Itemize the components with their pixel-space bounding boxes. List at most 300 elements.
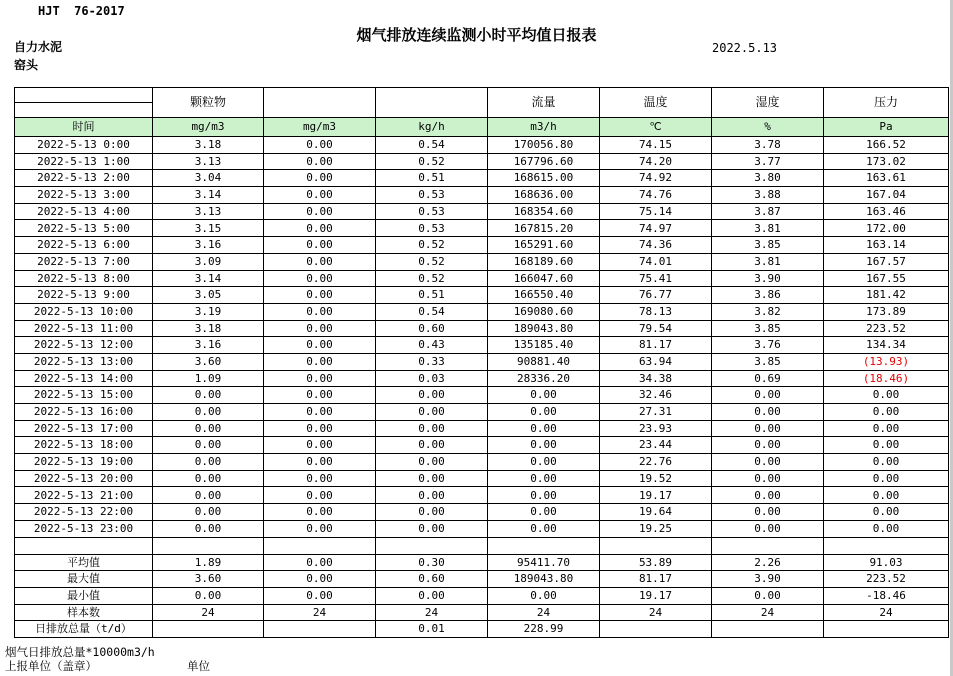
cell-time: 2022-5-13 10:00 xyxy=(15,303,153,320)
cell-value: 0.00 xyxy=(376,487,488,504)
company-name: 自力水泥 xyxy=(14,40,63,54)
table-row xyxy=(15,287,949,304)
cell-value: 168354.60 xyxy=(488,203,600,220)
cell-value: 166550.40 xyxy=(488,287,600,304)
cell-value xyxy=(600,621,712,638)
cell-value: 0.69 xyxy=(712,370,824,387)
cell-value: 168636.00 xyxy=(488,187,600,204)
cell-time: 2022-5-13 17:00 xyxy=(15,420,153,437)
table-row xyxy=(15,203,949,220)
table-row xyxy=(15,387,949,404)
cell-value: 0.00 xyxy=(264,504,376,521)
table-row xyxy=(15,237,949,254)
cell-value: 3.16 xyxy=(153,337,264,354)
cell-value: 3.04 xyxy=(153,170,264,187)
cell-value: 0.00 xyxy=(376,387,488,404)
cell-value: 173.02 xyxy=(824,153,949,170)
summary-row xyxy=(15,571,949,588)
cell-value: 0.52 xyxy=(376,153,488,170)
cell-value: 0.52 xyxy=(376,237,488,254)
cell-value: 81.17 xyxy=(600,337,712,354)
cell-value: 0.00 xyxy=(376,420,488,437)
table-row xyxy=(15,253,949,270)
cell-value: 0.52 xyxy=(376,253,488,270)
cell-value: 0.00 xyxy=(153,387,264,404)
cell-value: 165291.60 xyxy=(488,237,600,254)
cell-time: 2022-5-13 20:00 xyxy=(15,470,153,487)
cell-value: 0.00 xyxy=(264,554,376,571)
cell-value: 0.00 xyxy=(824,387,949,404)
cell-value: 0.00 xyxy=(712,487,824,504)
spacer-section xyxy=(15,537,949,554)
cell-value: 24 xyxy=(264,604,376,621)
table-row xyxy=(15,270,949,287)
cell-value: 74.76 xyxy=(600,187,712,204)
cell-value: 0.00 xyxy=(264,487,376,504)
cell-value: 0.00 xyxy=(488,404,600,421)
cell-value: 223.52 xyxy=(824,320,949,337)
summary-row xyxy=(15,587,949,604)
cell-value: 0.00 xyxy=(264,187,376,204)
cell-value: 0.00 xyxy=(488,504,600,521)
header-empty-cell xyxy=(15,88,153,103)
cell-value xyxy=(153,621,264,638)
cell-value: 0.00 xyxy=(376,504,488,521)
unit-cell: % xyxy=(712,118,824,137)
cell-value: 0.54 xyxy=(376,137,488,154)
cell-value: 0.00 xyxy=(824,404,949,421)
blank-row xyxy=(15,537,949,554)
cell-value: 0.00 xyxy=(264,303,376,320)
cell-value: 3.85 xyxy=(712,353,824,370)
cell-value: 0.00 xyxy=(153,587,264,604)
cell-value: 134.34 xyxy=(824,337,949,354)
cell-value: 0.00 xyxy=(264,287,376,304)
cell-value: 3.85 xyxy=(712,320,824,337)
cell-value: 3.05 xyxy=(153,287,264,304)
cell-value: 3.85 xyxy=(712,237,824,254)
cell-value: 167.57 xyxy=(824,253,949,270)
column-header-particulate: 颗粒物 xyxy=(153,88,264,118)
cell-value: 0.00 xyxy=(376,470,488,487)
cell-value: 0.00 xyxy=(712,587,824,604)
cell-value: 91.03 xyxy=(824,554,949,571)
cell-value: 0.00 xyxy=(264,153,376,170)
cell-value: 0.00 xyxy=(264,520,376,537)
cell-value: 0.53 xyxy=(376,220,488,237)
cell-value: 34.38 xyxy=(600,370,712,387)
cell-value: 19.25 xyxy=(600,520,712,537)
blank-cell xyxy=(15,537,153,554)
cell-value: -18.46 xyxy=(824,587,949,604)
cell-value: 173.89 xyxy=(824,303,949,320)
cell-value: 0.00 xyxy=(488,470,600,487)
table-row xyxy=(15,170,949,187)
table-row xyxy=(15,137,949,154)
cell-value: 0.00 xyxy=(264,353,376,370)
unit-cell: m3/h xyxy=(488,118,600,137)
cell-value: 0.00 xyxy=(376,454,488,471)
cell-value: 0.00 xyxy=(264,237,376,254)
cell-value: 3.15 xyxy=(153,220,264,237)
cell-value xyxy=(264,621,376,638)
cell-value: 3.77 xyxy=(712,153,824,170)
data-rows xyxy=(15,137,949,538)
cell-value: 169080.60 xyxy=(488,303,600,320)
cell-value: 19.17 xyxy=(600,587,712,604)
footer-report-unit: 上报单位（盖章） xyxy=(5,659,97,673)
cell-value: 1.89 xyxy=(153,554,264,571)
table-row xyxy=(15,153,949,170)
cell-value: 0.00 xyxy=(712,454,824,471)
cell-value: 163.14 xyxy=(824,237,949,254)
cell-time: 2022-5-13 11:00 xyxy=(15,320,153,337)
column-header-pressure: 压力 xyxy=(824,88,949,118)
footer-unit-label: 单位 xyxy=(187,659,210,673)
cell-value: 3.18 xyxy=(153,320,264,337)
summary-row xyxy=(15,604,949,621)
cell-value: 3.13 xyxy=(153,153,264,170)
cell-value: 181.42 xyxy=(824,287,949,304)
cell-time: 2022-5-13 18:00 xyxy=(15,437,153,454)
column-header-flow: 流量 xyxy=(488,88,600,118)
cell-time: 2022-5-13 19:00 xyxy=(15,454,153,471)
cell-value: 0.00 xyxy=(264,370,376,387)
cell-time: 2022-5-13 22:00 xyxy=(15,504,153,521)
cell-value: 0.00 xyxy=(153,404,264,421)
cell-value: 23.44 xyxy=(600,437,712,454)
summary-label: 样本数 xyxy=(15,604,153,621)
footer-note: 烟气日排放总量*10000m3/h xyxy=(5,645,155,659)
table-header-rows xyxy=(15,88,949,137)
cell-value: 0.00 xyxy=(376,520,488,537)
cell-value: (18.46) xyxy=(824,370,949,387)
cell-value: 0.00 xyxy=(264,337,376,354)
cell-value: 0.00 xyxy=(712,437,824,454)
page-title: 烟气排放连续监测小时平均值日报表 xyxy=(356,26,597,44)
cell-value: 3.82 xyxy=(712,303,824,320)
cell-value: 0.00 xyxy=(153,420,264,437)
cell-value: 3.80 xyxy=(712,170,824,187)
blank-cell xyxy=(153,537,264,554)
cell-value: 76.77 xyxy=(600,287,712,304)
table-row xyxy=(15,187,949,204)
unit-cell: kg/h xyxy=(376,118,488,137)
table-row xyxy=(15,337,949,354)
cell-value: 0.43 xyxy=(376,337,488,354)
cell-value: 167796.60 xyxy=(488,153,600,170)
cell-value: 81.17 xyxy=(600,571,712,588)
cell-value: 19.17 xyxy=(600,487,712,504)
unit-cell: mg/m3 xyxy=(264,118,376,137)
blank-cell xyxy=(376,537,488,554)
cell-value: 3.14 xyxy=(153,270,264,287)
cell-value: 0.54 xyxy=(376,303,488,320)
header-empty-cell xyxy=(15,103,153,118)
cell-value: 0.00 xyxy=(153,454,264,471)
unit-cell: ℃ xyxy=(600,118,712,137)
cell-value: 0.51 xyxy=(376,287,488,304)
cell-value: 0.00 xyxy=(712,520,824,537)
cell-value: 0.53 xyxy=(376,203,488,220)
cell-value: 27.31 xyxy=(600,404,712,421)
blank-cell xyxy=(488,537,600,554)
table-row xyxy=(15,520,949,537)
cell-value: 0.00 xyxy=(153,520,264,537)
table-row xyxy=(15,353,949,370)
cell-value: 163.46 xyxy=(824,203,949,220)
cell-value: 0.00 xyxy=(264,404,376,421)
cell-value: 166.52 xyxy=(824,137,949,154)
cell-value: 3.90 xyxy=(712,571,824,588)
cell-value: 3.90 xyxy=(712,270,824,287)
cell-value: 0.03 xyxy=(376,370,488,387)
cell-value: 3.86 xyxy=(712,287,824,304)
cell-time: 2022-5-13 15:00 xyxy=(15,387,153,404)
cell-time: 2022-5-13 2:00 xyxy=(15,170,153,187)
cell-value: 90881.40 xyxy=(488,353,600,370)
cell-value: 3.18 xyxy=(153,137,264,154)
blank-cell xyxy=(600,537,712,554)
cell-time: 2022-5-13 5:00 xyxy=(15,220,153,237)
cell-value: 75.14 xyxy=(600,203,712,220)
cell-value xyxy=(824,621,949,638)
cell-value: 0.00 xyxy=(264,203,376,220)
header-row-top xyxy=(15,88,949,103)
cell-value: 0.53 xyxy=(376,187,488,204)
cell-value: 74.36 xyxy=(600,237,712,254)
cell-value: 74.01 xyxy=(600,253,712,270)
cell-value: 0.00 xyxy=(824,454,949,471)
cell-value: 0.60 xyxy=(376,320,488,337)
cell-value: 74.97 xyxy=(600,220,712,237)
cell-value: 78.13 xyxy=(600,303,712,320)
cell-value: 0.00 xyxy=(264,454,376,471)
cell-value: 0.60 xyxy=(376,571,488,588)
table-row xyxy=(15,220,949,237)
cell-value: 3.60 xyxy=(153,353,264,370)
cell-value: 24 xyxy=(600,604,712,621)
summary-label: 日排放总量（t/d） xyxy=(15,621,153,638)
cell-value: 3.13 xyxy=(153,203,264,220)
cell-value: 53.89 xyxy=(600,554,712,571)
table-row xyxy=(15,437,949,454)
cell-time: 2022-5-13 6:00 xyxy=(15,237,153,254)
summary-row xyxy=(15,621,949,638)
cell-value xyxy=(712,621,824,638)
cell-value: 79.54 xyxy=(600,320,712,337)
cell-value: 167.04 xyxy=(824,187,949,204)
cell-value: 63.94 xyxy=(600,353,712,370)
cell-value: 3.87 xyxy=(712,203,824,220)
cell-value: 0.00 xyxy=(264,470,376,487)
cell-value: 3.14 xyxy=(153,187,264,204)
cell-value: (13.93) xyxy=(824,353,949,370)
cell-time: 2022-5-13 3:00 xyxy=(15,187,153,204)
cell-value: 0.00 xyxy=(153,470,264,487)
cell-value: 1.09 xyxy=(153,370,264,387)
summary-label: 最小值 xyxy=(15,587,153,604)
cell-value: 167815.20 xyxy=(488,220,600,237)
cell-time: 2022-5-13 12:00 xyxy=(15,337,153,354)
cell-value: 135185.40 xyxy=(488,337,600,354)
cell-value: 0.33 xyxy=(376,353,488,370)
cell-time: 2022-5-13 23:00 xyxy=(15,520,153,537)
cell-value: 24 xyxy=(712,604,824,621)
cell-time: 2022-5-13 16:00 xyxy=(15,404,153,421)
cell-value: 0.00 xyxy=(824,504,949,521)
cell-time: 2022-5-13 8:00 xyxy=(15,270,153,287)
cell-value: 0.00 xyxy=(488,520,600,537)
cell-time: 2022-5-13 21:00 xyxy=(15,487,153,504)
cell-value: 3.16 xyxy=(153,237,264,254)
cell-time: 2022-5-13 13:00 xyxy=(15,353,153,370)
cell-value: 0.00 xyxy=(712,387,824,404)
cell-time: 2022-5-13 14:00 xyxy=(15,370,153,387)
unit-cell: Pa xyxy=(824,118,949,137)
cell-value: 3.88 xyxy=(712,187,824,204)
cell-value: 74.20 xyxy=(600,153,712,170)
cell-value: 0.00 xyxy=(824,437,949,454)
cell-value: 32.46 xyxy=(600,387,712,404)
cell-value: 0.00 xyxy=(376,587,488,604)
cell-value: 3.81 xyxy=(712,253,824,270)
cell-value: 75.41 xyxy=(600,270,712,287)
cell-value: 0.00 xyxy=(712,504,824,521)
table-row xyxy=(15,320,949,337)
cell-value: 22.76 xyxy=(600,454,712,471)
cell-value: 3.60 xyxy=(153,571,264,588)
summary-rows xyxy=(15,554,949,637)
table-row xyxy=(15,454,949,471)
cell-value: 3.78 xyxy=(712,137,824,154)
cell-time: 2022-5-13 7:00 xyxy=(15,253,153,270)
cell-value: 0.00 xyxy=(264,587,376,604)
cell-time: 2022-5-13 0:00 xyxy=(15,137,153,154)
cell-value: 0.00 xyxy=(712,420,824,437)
cell-value: 0.00 xyxy=(488,454,600,471)
cell-value: 0.00 xyxy=(824,520,949,537)
cell-value: 0.00 xyxy=(153,504,264,521)
summary-row xyxy=(15,554,949,571)
cell-value: 3.19 xyxy=(153,303,264,320)
summary-label: 最大值 xyxy=(15,571,153,588)
cell-value: 0.00 xyxy=(488,437,600,454)
cell-value: 168189.60 xyxy=(488,253,600,270)
cell-value: 0.00 xyxy=(264,137,376,154)
table-row xyxy=(15,404,949,421)
cell-value: 24 xyxy=(376,604,488,621)
cell-value: 28336.20 xyxy=(488,370,600,387)
blank-cell xyxy=(824,537,949,554)
table-row xyxy=(15,370,949,387)
time-column-header: 时间 xyxy=(15,118,153,137)
cell-value: 74.92 xyxy=(600,170,712,187)
stack-name: 窑头 xyxy=(14,58,39,72)
column-header-temperature: 温度 xyxy=(600,88,712,118)
cell-value: 0.00 xyxy=(153,437,264,454)
cell-time: 2022-5-13 4:00 xyxy=(15,203,153,220)
cell-value: 74.15 xyxy=(600,137,712,154)
cell-value: 0.00 xyxy=(264,437,376,454)
cell-value: 0.00 xyxy=(824,487,949,504)
cell-value: 0.00 xyxy=(264,320,376,337)
cell-value: 95411.70 xyxy=(488,554,600,571)
cell-value: 0.00 xyxy=(264,170,376,187)
cell-value: 0.00 xyxy=(376,437,488,454)
cell-value: 223.52 xyxy=(824,571,949,588)
cell-value: 0.00 xyxy=(712,470,824,487)
cell-value: 170056.80 xyxy=(488,137,600,154)
cell-value: 24 xyxy=(824,604,949,621)
table-row xyxy=(15,487,949,504)
cell-value: 228.99 xyxy=(488,621,600,638)
cell-value: 163.61 xyxy=(824,170,949,187)
cell-value: 189043.80 xyxy=(488,320,600,337)
cell-value: 23.93 xyxy=(600,420,712,437)
cell-value: 0.01 xyxy=(376,621,488,638)
cell-value: 0.00 xyxy=(153,487,264,504)
cell-value: 24 xyxy=(488,604,600,621)
cell-value: 0.00 xyxy=(712,404,824,421)
cell-value: 0.51 xyxy=(376,170,488,187)
table-row xyxy=(15,504,949,521)
cell-value: 0.30 xyxy=(376,554,488,571)
report-date: 2022.5.13 xyxy=(712,41,778,55)
cell-value: 0.00 xyxy=(488,387,600,404)
cell-value: 0.00 xyxy=(264,387,376,404)
cell-value: 189043.80 xyxy=(488,571,600,588)
column-header-humidity: 湿度 xyxy=(712,88,824,118)
cell-time: 2022-5-13 9:00 xyxy=(15,287,153,304)
cell-value: 19.64 xyxy=(600,504,712,521)
cell-value: 2.26 xyxy=(712,554,824,571)
cell-value: 172.00 xyxy=(824,220,949,237)
cell-value: 166047.60 xyxy=(488,270,600,287)
cell-value: 24 xyxy=(153,604,264,621)
cell-value: 0.00 xyxy=(488,587,600,604)
blank-cell xyxy=(264,537,376,554)
cell-value: 3.09 xyxy=(153,253,264,270)
cell-value: 0.00 xyxy=(488,420,600,437)
cell-value: 168615.00 xyxy=(488,170,600,187)
blank-cell xyxy=(712,537,824,554)
units-row xyxy=(15,118,949,137)
table-row xyxy=(15,303,949,320)
cell-value: 0.00 xyxy=(264,220,376,237)
cell-value: 19.52 xyxy=(600,470,712,487)
monitoring-table xyxy=(14,87,949,638)
header-empty-cell xyxy=(264,88,376,118)
cell-value: 0.00 xyxy=(264,253,376,270)
header-empty-cell xyxy=(376,88,488,118)
table-row xyxy=(15,470,949,487)
cell-value: 167.55 xyxy=(824,270,949,287)
cell-value: 0.00 xyxy=(488,487,600,504)
cell-value: 0.00 xyxy=(376,404,488,421)
cell-time: 2022-5-13 1:00 xyxy=(15,153,153,170)
unit-cell: mg/m3 xyxy=(153,118,264,137)
cell-value: 3.81 xyxy=(712,220,824,237)
cell-value: 0.00 xyxy=(264,270,376,287)
cell-value: 0.00 xyxy=(824,470,949,487)
table-row xyxy=(15,420,949,437)
cell-value: 3.76 xyxy=(712,337,824,354)
cell-value: 0.00 xyxy=(264,571,376,588)
summary-label: 平均值 xyxy=(15,554,153,571)
cell-value: 0.00 xyxy=(824,420,949,437)
cell-value: 0.52 xyxy=(376,270,488,287)
